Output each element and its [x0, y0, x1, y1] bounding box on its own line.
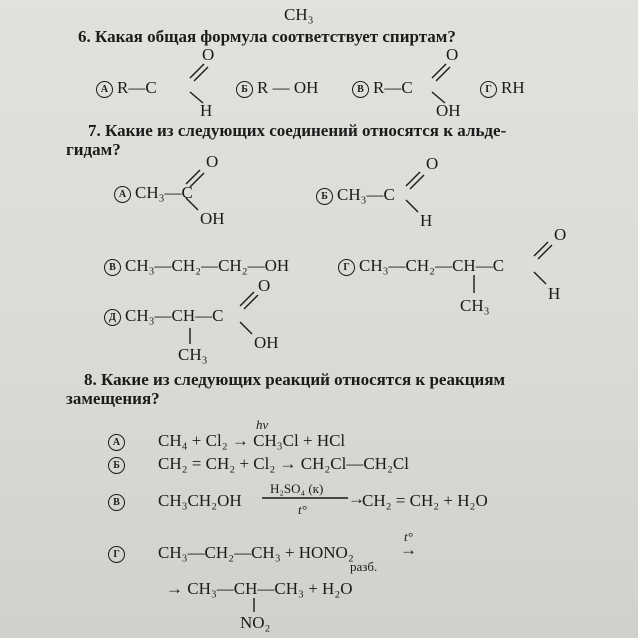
q8-d-temperature: t° [404, 529, 413, 544]
option-mark: Г [480, 81, 497, 98]
q8-a-equation: CH₄ + Cl₂ → CH₃Cl + HCl [158, 431, 346, 450]
q6-option-b [236, 79, 318, 98]
q7-option-d [338, 257, 504, 276]
q7-a-hydroxyl: OH [200, 209, 225, 228]
q8-c-catalyst: H₂SO₄ (к) [270, 481, 324, 496]
option-mark: Б [236, 81, 253, 98]
option-mark: А [114, 186, 131, 203]
q8-b-equation: CH₂ = CH₂ + Cl₂ → CH₂Cl—CH₂Cl [158, 454, 409, 473]
q7-option-a [114, 184, 193, 203]
q6-c-oxygen: O [446, 45, 459, 64]
q7-d-hydrogen: H [548, 284, 561, 303]
question-8-title-line2: замещения? [66, 389, 160, 408]
formula: CH₃—CH₂—CH₂—OH [125, 256, 290, 275]
question-8-title-line1: 8. Какие из следующих реакций относятся к реакциям [84, 370, 506, 389]
q8-c-reactants: CH₃CH₂OH [158, 491, 242, 510]
option-mark: А [96, 81, 113, 98]
q7-d-oxygen: O [554, 225, 567, 244]
question-7-title-line1: 7. Какие из следующих соединений относятся к альде- [88, 121, 507, 140]
option-mark: А [108, 434, 125, 451]
option-mark: Б [316, 188, 333, 205]
q8-option-a-mark [108, 432, 129, 451]
option-mark: В [108, 494, 125, 511]
option-mark: В [352, 81, 369, 98]
q8-d-reactants: CH₃—CH₂—CH₃ + HONO₂ [158, 543, 354, 562]
q8-d-arrow: → [400, 540, 417, 559]
q7-b-hydrogen: H [420, 211, 433, 230]
formula: R—C [117, 78, 157, 97]
formula: R—C [373, 78, 413, 97]
q7-e-oxygen: O [258, 276, 271, 295]
q8-c-temperature: t° [298, 502, 307, 517]
q8-option-b-mark [108, 455, 129, 474]
q8-c-products: CH₂ = CH₂ + H₂O [362, 491, 488, 510]
q7-e-methyl-branch: CH₃ [178, 345, 208, 364]
q8-d-dilute: разб. [350, 559, 378, 574]
q7-a-oxygen: O [206, 152, 219, 171]
formula: CH₃—CH—C [125, 306, 224, 325]
formula: CH₃—C [337, 185, 395, 204]
formula: CH₃—CH₂—CH—C [359, 256, 505, 275]
q7-b-oxygen: O [426, 154, 439, 173]
reactants: CH₄ + Cl₂ [158, 431, 228, 450]
q6-option-c [352, 79, 413, 98]
products: CH₃Cl + HCl [253, 431, 346, 450]
q8-c-arrowhead: → [348, 489, 365, 508]
option-mark: Г [108, 546, 125, 563]
q7-d-methyl-branch: CH₃ [460, 296, 490, 315]
formula: RH [501, 78, 525, 97]
q6-c-hydroxyl: OH [436, 101, 461, 120]
q8-d-nitro-branch: NO₂ [240, 613, 271, 632]
q8-option-d-mark [108, 544, 129, 563]
q7-option-e [104, 307, 224, 326]
formula: CH₃—C [135, 183, 193, 202]
q6-option-a [96, 79, 157, 98]
question-6-title: 6. Какая общая формула соответствует спиртам? [78, 27, 456, 46]
q6-option-d [480, 79, 525, 98]
q7-e-hydroxyl: OH [254, 333, 279, 352]
top-fragment: CH₃ [284, 5, 314, 24]
option-mark: Б [108, 457, 125, 474]
option-mark: Г [338, 259, 355, 276]
q6-a-hydrogen: H [200, 101, 213, 120]
formula: R — OH [257, 78, 319, 97]
q8-d-products: → CH₃—CH—CH₃ + H₂O [166, 579, 353, 598]
q8-a-condition: hν [256, 417, 269, 432]
option-mark: Д [104, 309, 121, 326]
question-7-title-line2: гидам? [66, 140, 121, 159]
q7-option-c [104, 257, 289, 276]
q6-a-oxygen: O [202, 45, 215, 64]
option-mark: В [104, 259, 121, 276]
q8-option-c-mark [108, 492, 129, 511]
q7-option-b [316, 186, 395, 205]
